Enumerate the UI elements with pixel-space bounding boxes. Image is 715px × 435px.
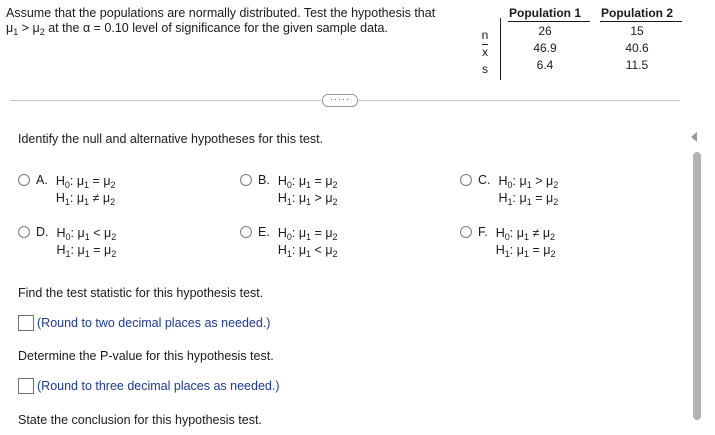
option-a[interactable] xyxy=(18,173,116,207)
scroll-left-arrow-icon[interactable] xyxy=(691,132,697,142)
radio-button[interactable] xyxy=(240,226,252,238)
radio-button[interactable] xyxy=(18,174,30,186)
radio-button[interactable] xyxy=(460,174,472,186)
conclusion-question: State the conclusion for this hypothesis test. xyxy=(18,413,262,427)
option-e[interactable] xyxy=(240,225,338,259)
hypotheses-prompt: Identify the null and alternative hypotheses for this test. xyxy=(18,132,324,146)
test-statistic-input[interactable] xyxy=(18,315,34,331)
option-letter: C. xyxy=(478,173,491,187)
null-hypothesis: $H_0$: $\mu_1 = \mu_2$ xyxy=(277,226,338,242)
null-hypothesis: $H_0$: $\mu_1 \ne \mu_2$ xyxy=(495,226,556,242)
cell-xbar-pop2: 40.6 xyxy=(625,41,649,55)
test-statistic-hint: (Round to two decimal places as needed.) xyxy=(37,316,271,330)
cell-xbar-pop1: 46.9 xyxy=(533,41,557,55)
option-letter: A. xyxy=(36,173,48,187)
hypotheses xyxy=(499,173,559,207)
hypotheses xyxy=(278,173,338,207)
null-hypothesis: $H_0$: $\mu_1 = \mu_2$ xyxy=(55,174,116,190)
expand-more-button[interactable]: ····· xyxy=(322,94,358,107)
option-c[interactable] xyxy=(460,173,558,207)
problem-line-2: $\mu_1 > \mu_2$ at the α = 0.10 level of significance for the given sample data. xyxy=(6,21,388,37)
null-hypothesis: $H_0$: $\mu_1 < \mu_2$ xyxy=(56,226,117,242)
alternative-hypothesis: $H_1$: $\mu_1 < \mu_2$ xyxy=(277,243,338,259)
test-statistic-answer-row xyxy=(18,315,270,331)
radio-button[interactable] xyxy=(18,226,30,238)
alternative-hypothesis: $H_1$: $\mu_1 = \mu_2$ xyxy=(495,243,556,259)
option-letter: D. xyxy=(36,225,49,239)
vertical-scrollbar-thumb[interactable] xyxy=(693,152,701,420)
option-b[interactable] xyxy=(240,173,338,207)
pvalue-question: Determine the P-value for this hypothesis test. xyxy=(18,349,274,363)
cell-n-pop2: 15 xyxy=(630,24,644,38)
row-label-s: s xyxy=(482,62,488,76)
null-hypothesis: $H_0$: $\mu_1 = \mu_2$ xyxy=(277,174,338,190)
hypotheses xyxy=(496,225,556,259)
alternative-hypothesis: $H_1$: $\mu_1 > \mu_2$ xyxy=(277,191,338,207)
option-f[interactable] xyxy=(460,225,555,259)
hypotheses xyxy=(278,225,338,259)
table-header-population-2: Population 2 xyxy=(601,6,673,20)
problem-statement xyxy=(6,6,481,36)
radio-button[interactable] xyxy=(240,174,252,186)
pvalue-hint: (Round to three decimal places as needed.) xyxy=(37,379,280,393)
cell-n-pop1: 26 xyxy=(538,24,552,38)
cell-s-pop1: 6.4 xyxy=(536,58,554,72)
hypotheses xyxy=(56,173,116,207)
sample-data-table xyxy=(470,4,710,84)
header-underline-1 xyxy=(508,21,590,22)
alternative-hypothesis: $H_1$: $\mu_1 \ne \mu_2$ xyxy=(55,191,116,207)
option-letter: B. xyxy=(258,173,270,187)
test-statistic-question: Find the test statistic for this hypothesis test. xyxy=(18,286,264,300)
option-letter: F. xyxy=(478,225,488,239)
table-header-population-1: Population 1 xyxy=(509,6,581,20)
alternative-hypothesis: $H_1$: $\mu_1 = \mu_2$ xyxy=(56,243,117,259)
row-label-n: n xyxy=(481,28,489,42)
pvalue-input[interactable] xyxy=(18,378,34,394)
hypotheses xyxy=(57,225,117,259)
option-d[interactable] xyxy=(18,225,116,259)
option-letter: E. xyxy=(258,225,270,239)
null-hypothesis: $H_0$: $\mu_1 > \mu_2$ xyxy=(498,174,559,190)
row-label-xbar: $\overline{x}$ xyxy=(482,45,488,59)
pvalue-answer-row xyxy=(18,378,280,394)
problem-line-1: Assume that the populations are normally distributed. Test the hypothesis that xyxy=(6,6,436,20)
radio-button[interactable] xyxy=(460,226,472,238)
cell-s-pop2: 11.5 xyxy=(625,58,649,72)
header-underline-2 xyxy=(600,21,682,22)
alternative-hypothesis: $H_1$: $\mu_1 = \mu_2$ xyxy=(498,191,559,207)
